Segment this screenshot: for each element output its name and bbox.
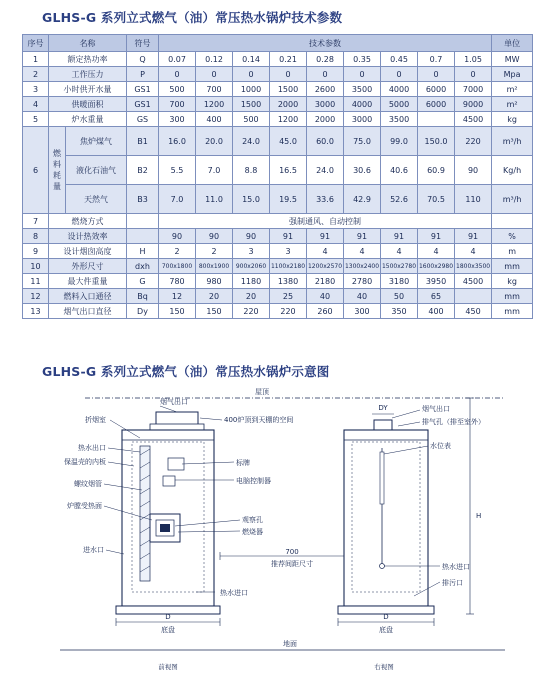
cell-value: 0 (159, 67, 196, 82)
label-nameplate: 标牌 (236, 459, 250, 467)
cell-value: 260 (307, 304, 344, 319)
cell-value: 0 (307, 67, 344, 82)
table-row (23, 82, 533, 97)
table-row (23, 274, 533, 289)
cell-symbol: P (127, 67, 159, 82)
cell-value: 52.6 (381, 185, 418, 214)
cell-value: 4 (381, 244, 418, 259)
cell-value: 90 (159, 229, 196, 244)
side-dim-h: H (476, 512, 482, 520)
cell-value: 300 (344, 304, 381, 319)
table-title: GLHS-G 系列立式燃气（油）常压热水锅炉技术参数 (42, 10, 343, 25)
cell-value: 400 (418, 304, 455, 319)
cell-value: 20 (233, 289, 270, 304)
cell-value: 1380 (270, 274, 307, 289)
cell-value: 8.8 (233, 156, 270, 185)
cell-value: 150 (196, 304, 233, 319)
diagram-title: GLHS-G 系列立式燃气（油）常压热水锅炉示意图 (42, 364, 330, 379)
cell-value: 0 (344, 67, 381, 82)
cell-value: 90 (455, 156, 492, 185)
cell-value: 1500 (233, 97, 270, 112)
cell-value: 780 (159, 274, 196, 289)
cell-value: 0.35 (344, 52, 381, 67)
front-caption: 前视图 (158, 663, 178, 671)
label-burner: 燃烧器 (242, 528, 263, 536)
ground-label: 地面 (283, 640, 297, 648)
cell-value: 1500 (270, 82, 307, 97)
cell-no: 13 (23, 304, 49, 319)
cell-value: 90 (196, 229, 233, 244)
cell-value: 0.28 (307, 52, 344, 67)
table-row (23, 52, 533, 67)
cell-value: 24.0 (307, 156, 344, 185)
cell-value: 40.6 (381, 156, 418, 185)
label-screw-tube: 螺纹烟管 (74, 480, 102, 488)
cell-value: 900x2060 (233, 259, 270, 274)
side-dim-dy: DY (378, 404, 388, 412)
cell-symbol: GS1 (127, 97, 159, 112)
cell-no: 1 (23, 52, 49, 67)
cell-value: 0 (418, 67, 455, 82)
cell-value: 4000 (381, 82, 418, 97)
cell-unit: m (492, 244, 533, 259)
cell-value: 700 (196, 82, 233, 97)
cell-value: 24.0 (233, 127, 270, 156)
cell-value: 4 (307, 244, 344, 259)
gap-text: 推荐间距尺寸 (271, 560, 313, 568)
cell-value: 91 (455, 229, 492, 244)
label-drain: 排污口 (442, 579, 463, 587)
label-water-inlet: 进水口 (83, 546, 104, 554)
front-dim-d: D (165, 613, 171, 621)
gap-dimension (220, 548, 344, 568)
cell-value: 91 (381, 229, 418, 244)
cell-value: 0 (381, 67, 418, 82)
cell-no: 9 (23, 244, 49, 259)
cell-unit: m³/h (492, 127, 533, 156)
cell-name: 设计烟囱高度 (49, 244, 127, 259)
cell-no: 10 (23, 259, 49, 274)
fuel-name: 液化石油气 (66, 156, 126, 185)
cell-value: 16.0 (159, 127, 196, 156)
label-water-level: 水位表 (430, 442, 451, 450)
cell-value: 6000 (418, 97, 455, 112)
cell-no: 5 (23, 112, 49, 127)
cell-value: 0 (270, 67, 307, 82)
cell-value: 2180 (307, 274, 344, 289)
cell-value: 0.14 (233, 52, 270, 67)
cell-value: 4 (418, 244, 455, 259)
table-row (23, 289, 533, 304)
roof-label: 屋顶 (255, 388, 269, 396)
cell-value: 1000 (233, 82, 270, 97)
cell-value: 20 (196, 289, 233, 304)
label-furnace-surface: 炉膛受热面 (67, 502, 102, 510)
cell-unit: m² (492, 97, 533, 112)
cell-value: 1800x3500 (455, 259, 492, 274)
cell-value: 40 (307, 289, 344, 304)
cell-value: 4 (344, 244, 381, 259)
table-row (23, 259, 533, 274)
cell-symbol: G (127, 274, 159, 289)
cell-no: 6 (23, 127, 49, 214)
cell-value: 800x1900 (196, 259, 233, 274)
cell-name: 炉水重量 (49, 112, 127, 127)
side-boiler-body (344, 430, 428, 606)
cell-value: 150.0 (418, 127, 455, 156)
header-symbol: 符号 (127, 35, 159, 52)
cell-name: 设计热效率 (49, 229, 127, 244)
cell-value: 7.0 (159, 185, 196, 214)
cell-value: 2000 (307, 112, 344, 127)
tech-params-table (22, 34, 533, 319)
cell-value: 2 (196, 244, 233, 259)
cell-value: 1500x2780 (381, 259, 418, 274)
cell-value (455, 289, 492, 304)
cell-symbol: dxh (127, 259, 159, 274)
cell-value: 50 (381, 289, 418, 304)
cell-value: 60.9 (418, 156, 455, 185)
cell-value: 12 (159, 289, 196, 304)
cell-value: 220 (233, 304, 270, 319)
cell-value: 3950 (418, 274, 455, 289)
cell-value: 5.5 (159, 156, 196, 185)
cell-value: 3 (270, 244, 307, 259)
boiler-diagram (0, 380, 550, 684)
cell-name: 小时供开水量 (49, 82, 127, 97)
cell-value: 11.0 (196, 185, 233, 214)
cell-symbol: B2 (127, 156, 159, 185)
cell-name: 工作压力 (49, 67, 127, 82)
cell-value: 350 (381, 304, 418, 319)
cell-value: 700x1800 (159, 259, 196, 274)
fuel-name: 天然气 (84, 194, 108, 204)
cell-value: 16.5 (270, 156, 307, 185)
cell-value: 9000 (455, 97, 492, 112)
cell-value: 3180 (381, 274, 418, 289)
cell-no: 2 (23, 67, 49, 82)
cell-value: 65 (418, 289, 455, 304)
cell-unit: mm (492, 259, 533, 274)
cell-symbol (127, 229, 159, 244)
cell-value: 90 (233, 229, 270, 244)
cell-symbol: Bq (127, 289, 159, 304)
label-peephole: 观察孔 (242, 516, 263, 524)
cell-name: 燃料入口通径 (49, 289, 127, 304)
cell-value: 99.0 (381, 127, 418, 156)
table-row (23, 112, 533, 127)
cell-value: 4500 (455, 274, 492, 289)
cell-symbol: B1 (127, 127, 159, 156)
header-name: 名称 (49, 35, 127, 52)
cell-value: 4500 (455, 112, 492, 127)
cell-value: 7000 (455, 82, 492, 97)
cell-span: 强制通风、自动控制 (159, 214, 492, 229)
label-smoke-chamber: 折烟室 (85, 416, 106, 424)
header-params: 技术参数 (159, 35, 492, 52)
cell-symbol: B3 (127, 185, 159, 214)
side-base-label: 底盘 (379, 626, 393, 634)
side-view (338, 398, 485, 671)
cell-value: 450 (455, 304, 492, 319)
cell-value: 91 (307, 229, 344, 244)
cell-value: 0 (233, 67, 270, 82)
cell-value: 40 (344, 289, 381, 304)
cell-value: 2780 (344, 274, 381, 289)
cell-value: 15.0 (233, 185, 270, 214)
cell-name: 供暖面积 (49, 97, 127, 112)
cell-value: 1300x2400 (344, 259, 381, 274)
cell-value: 700 (159, 97, 196, 112)
cell-value: 2000 (270, 97, 307, 112)
cell-no: 3 (23, 82, 49, 97)
cell-no: 4 (23, 97, 49, 112)
cell-symbol: GS (127, 112, 159, 127)
label-inner-shell: 保温壳的内板 (64, 458, 106, 466)
cell-value: 500 (233, 112, 270, 127)
cell-value: 6000 (418, 82, 455, 97)
table-row (23, 229, 533, 244)
cell-value: 980 (196, 274, 233, 289)
cell-unit: m³/h (492, 185, 533, 214)
cell-value: 1600x2980 (418, 259, 455, 274)
cell-value: 110 (455, 185, 492, 214)
cell-value: 0 (455, 67, 492, 82)
cell-unit: kg (492, 112, 533, 127)
cell-no: 11 (23, 274, 49, 289)
cell-no: 7 (23, 214, 49, 229)
cell-fuel-group: 燃料耗量 (49, 127, 66, 213)
cell-name: 最大件重量 (49, 274, 127, 289)
cell-symbol: Dy (127, 304, 159, 319)
cell-value: 220 (270, 304, 307, 319)
cell-value: 500 (159, 82, 196, 97)
cell-value: 220 (455, 127, 492, 156)
cell-value: 3 (233, 244, 270, 259)
cell-fuel-names (49, 127, 127, 214)
cell-value (418, 112, 455, 127)
cell-unit: Mpa (492, 67, 533, 82)
header-no: 序号 (23, 35, 49, 52)
cell-value: 91 (270, 229, 307, 244)
cell-unit (492, 214, 533, 229)
side-dim-d: D (383, 613, 389, 621)
label-front-flue: 烟气出口 (160, 398, 188, 406)
cell-value: 70.5 (418, 185, 455, 214)
cell-name: 烟气出口直径 (49, 304, 127, 319)
cell-value: 42.9 (344, 185, 381, 214)
label-side-hot-in: 热水进口 (442, 563, 470, 571)
cell-value: 30.6 (344, 156, 381, 185)
table-row (23, 244, 533, 259)
table-row (23, 67, 533, 82)
cell-value: 1180 (233, 274, 270, 289)
cell-name: 燃烧方式 (49, 214, 127, 229)
front-base-label: 底盘 (161, 626, 175, 634)
front-view (64, 397, 293, 671)
cell-value: 7.0 (196, 156, 233, 185)
label-controller: 电脑控制器 (236, 477, 271, 485)
cell-name: 外形尺寸 (49, 259, 127, 274)
cell-value: 75.0 (344, 127, 381, 156)
cell-value: 0 (196, 67, 233, 82)
side-caption: 右视图 (374, 663, 394, 671)
label-vent: 排气孔（排至室外） (422, 418, 485, 426)
cell-value: 300 (159, 112, 196, 127)
cell-value: 19.5 (270, 185, 307, 214)
cell-unit: mm (492, 289, 533, 304)
cell-value: 1200 (270, 112, 307, 127)
cell-value: 150 (159, 304, 196, 319)
cell-value: 1.05 (455, 52, 492, 67)
cell-value: 91 (344, 229, 381, 244)
cell-value: 3500 (344, 82, 381, 97)
cell-no: 8 (23, 229, 49, 244)
fuel-name: 焦炉煤气 (66, 127, 126, 156)
cell-no: 12 (23, 289, 49, 304)
gap-dim: 700 (285, 548, 299, 556)
cell-symbol: H (127, 244, 159, 259)
cell-value: 0.7 (418, 52, 455, 67)
cell-value: 20.0 (196, 127, 233, 156)
cell-value: 45.0 (270, 127, 307, 156)
label-hot-water-out: 热水出口 (78, 444, 106, 452)
cell-value: 2 (159, 244, 196, 259)
cell-value: 0.45 (381, 52, 418, 67)
cell-value: 91 (418, 229, 455, 244)
table-row (23, 127, 533, 156)
cell-symbol: Q (127, 52, 159, 67)
cell-value: 3500 (381, 112, 418, 127)
cell-value: 5000 (381, 97, 418, 112)
cell-symbol: GS1 (127, 82, 159, 97)
cell-value: 0.21 (270, 52, 307, 67)
cell-value: 3000 (307, 97, 344, 112)
cell-value: 60.0 (307, 127, 344, 156)
cell-value: 25 (270, 289, 307, 304)
cell-unit: MW (492, 52, 533, 67)
cell-value: 3000 (344, 112, 381, 127)
cell-unit: kg (492, 274, 533, 289)
cell-unit: mm (492, 304, 533, 319)
cell-value: 0.12 (196, 52, 233, 67)
cell-unit: % (492, 229, 533, 244)
cell-value: 1200 (196, 97, 233, 112)
cell-value: 400 (196, 112, 233, 127)
label-400-space: 400炉顶到天棚的空间 (224, 416, 294, 424)
cell-value: 0.07 (159, 52, 196, 67)
table-row (23, 97, 533, 112)
cell-unit: m² (492, 82, 533, 97)
header-unit: 单位 (492, 35, 533, 52)
table-row (23, 214, 533, 229)
cell-name: 额定热功率 (49, 52, 127, 67)
table-row (23, 304, 533, 319)
cell-value: 2600 (307, 82, 344, 97)
cell-value: 4000 (344, 97, 381, 112)
label-side-flue: 烟气出口 (422, 405, 450, 413)
cell-symbol (127, 214, 159, 229)
cell-value: 33.6 (307, 185, 344, 214)
label-front-hot-in: 热水进口 (220, 589, 248, 597)
cell-value: 1200x2570 (307, 259, 344, 274)
cell-unit: Kg/h (492, 156, 533, 185)
cell-value: 4 (455, 244, 492, 259)
cell-value: 1100x2180 (270, 259, 307, 274)
